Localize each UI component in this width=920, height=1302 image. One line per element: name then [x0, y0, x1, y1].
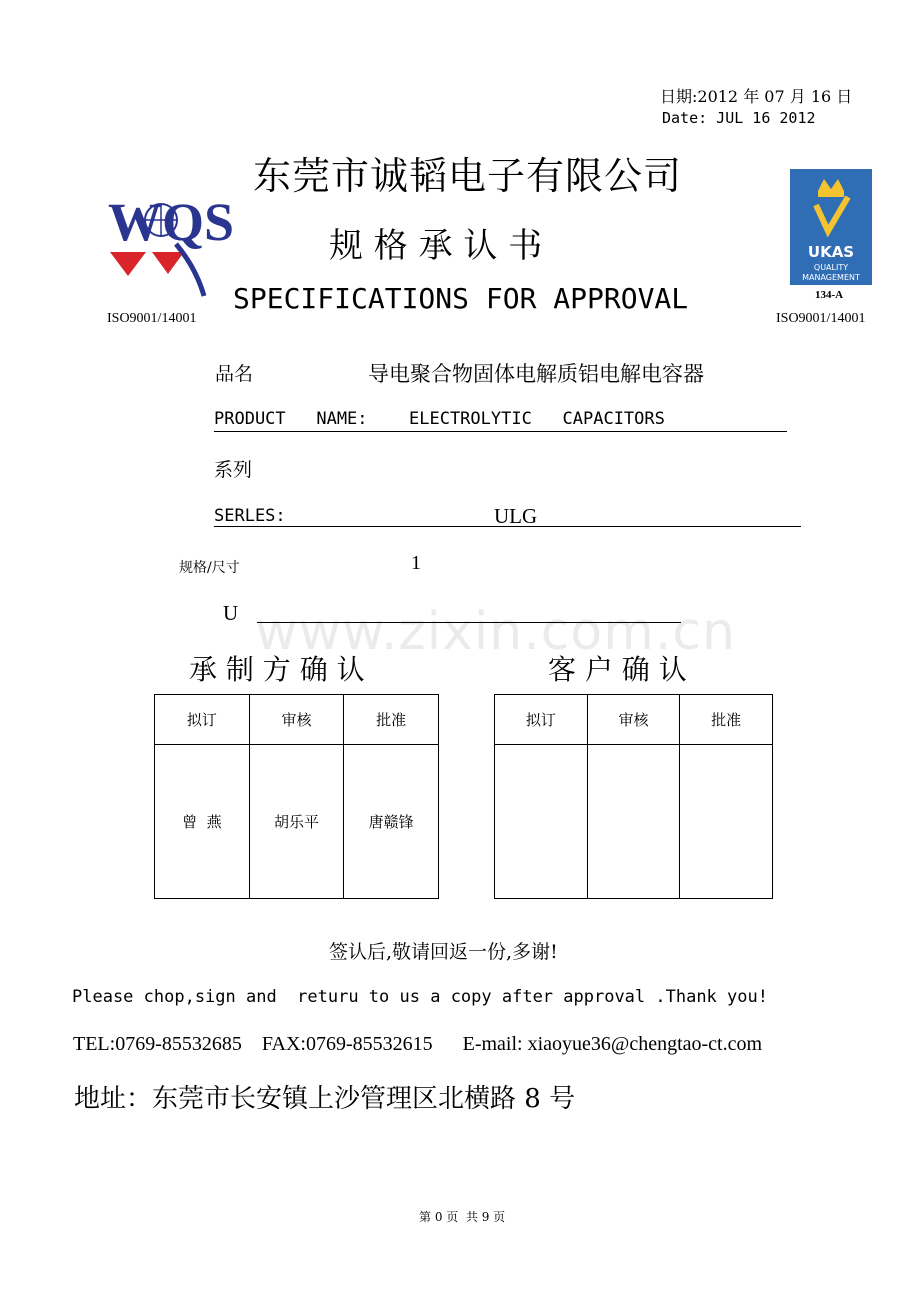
ukas-code: 134-A	[815, 289, 844, 301]
return-note-en: Please chop,sign and returu to us a copy after approval .Thank you!	[72, 987, 768, 1007]
customer-confirm-title: 客 户 确 认	[548, 653, 687, 686]
ukas-logo-text: UKAS	[807, 243, 855, 261]
maker-col-approve: 批准	[344, 695, 439, 745]
customer-approver-cell[interactable]	[680, 745, 773, 899]
customer-reviewer-cell[interactable]	[587, 745, 680, 899]
product-name-label-cn: 品名	[215, 363, 254, 385]
doc-title-en: SPECIFICATIONS FOR APPROVAL	[233, 282, 689, 315]
product-name-underline	[214, 431, 787, 432]
ukas-logo-sub2: MANAGEMENT	[802, 273, 860, 282]
maker-approver-name: 唐赣锋	[344, 745, 439, 899]
customer-col-approve: 批准	[680, 695, 773, 745]
maker-approval-table	[154, 694, 439, 899]
ukas-logo-sub1: QUALITY	[813, 263, 849, 272]
iso-right: ISO9001/14001	[776, 311, 866, 326]
wqs-logo-text: WQS	[108, 192, 235, 252]
spec-value: 1	[411, 552, 421, 574]
series-value: ULG	[494, 504, 538, 528]
series-label-en: SERLES:	[214, 506, 286, 526]
date-cn: 日期:2012 年 07 月 16 日	[660, 87, 853, 106]
customer-approval-table	[494, 694, 773, 899]
product-name-label-en: PRODUCT NAME:	[214, 409, 368, 429]
company-name: 东莞市诚韬电子有限公司	[253, 154, 683, 198]
product-name-value-cn: 导电聚合物固体电解质铝电解电容器	[368, 362, 704, 386]
page-number: 第 0 页 共 9 页	[419, 1210, 506, 1224]
address-line: 地址：东莞市长安镇上沙管理区北横路 8 号	[74, 1084, 576, 1114]
ukas-logo	[790, 169, 872, 287]
product-name-value-en: ELECTROLYTIC CAPACITORS	[409, 409, 665, 429]
maker-confirm-title: 承 制 方 确 认	[189, 653, 365, 686]
wqs-logo	[106, 168, 235, 300]
u-label: U	[223, 601, 239, 625]
series-underline	[214, 526, 801, 527]
series-label-cn: 系列	[214, 459, 253, 481]
customer-drafter-cell[interactable]	[495, 745, 588, 899]
watermark: www.zixin.com.cn	[255, 602, 736, 662]
doc-title-cn: 规 格 承 认 书	[329, 226, 543, 266]
spec-label: 规格/尺寸	[179, 560, 240, 576]
customer-col-review: 审核	[587, 695, 680, 745]
maker-col-review: 审核	[249, 695, 344, 745]
maker-reviewer-name: 胡乐平	[249, 745, 344, 899]
maker-drafter-name: 曾 燕	[155, 745, 250, 899]
contact-line: TEL:0769-85532685 FAX:0769-85532615 E-mail: xiaoyue36@chengtao-ct.com	[73, 1033, 763, 1055]
iso-left: ISO9001/14001	[107, 311, 197, 326]
date-en: Date: JUL 16 2012	[662, 109, 816, 127]
return-note-cn: 签认后,敬请回返一份,多谢!	[329, 941, 558, 963]
customer-col-draft: 拟订	[495, 695, 588, 745]
maker-col-draft: 拟订	[155, 695, 250, 745]
